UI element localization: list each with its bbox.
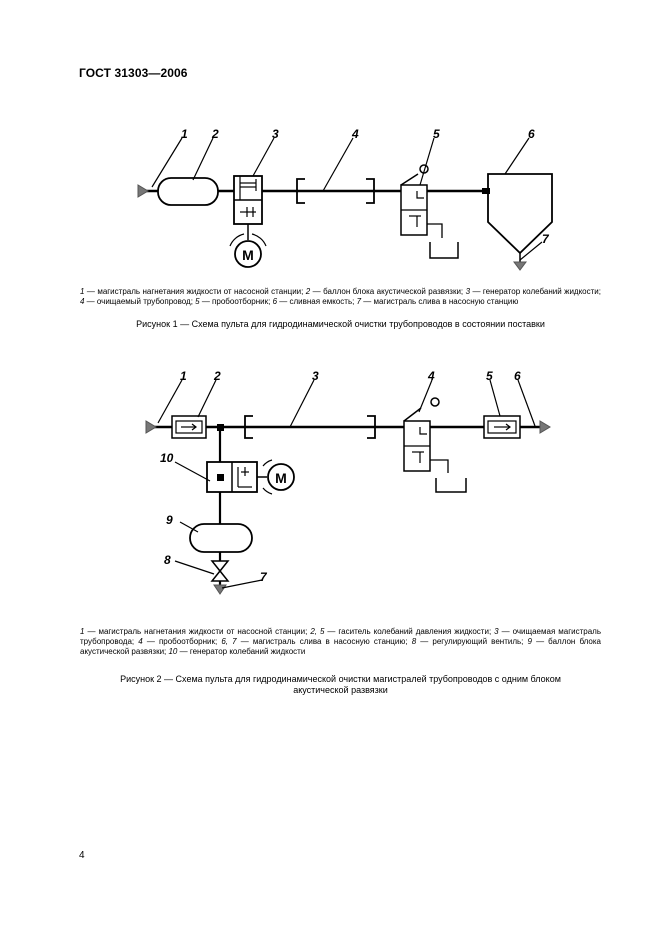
caption-line: акустической развязки bbox=[293, 685, 388, 695]
legend-text: — баллон блока акустической развязки; bbox=[310, 287, 466, 296]
legend-number: 2 bbox=[305, 287, 311, 296]
inlet-arrow-icon bbox=[138, 185, 148, 197]
label-4: 4 bbox=[352, 127, 359, 141]
figure-2-diagram bbox=[0, 360, 661, 610]
legend-number: 8 bbox=[411, 637, 417, 646]
label-3: 3 bbox=[272, 127, 279, 141]
sampler-5 bbox=[401, 165, 428, 235]
legend-text: — магистраль нагнетания жидкости от насосной станции; bbox=[84, 627, 311, 636]
legend-number: 2, 5 bbox=[310, 627, 325, 636]
figure-2-legend bbox=[80, 627, 601, 657]
legend-text: — сливная емкость; bbox=[277, 297, 357, 306]
legend-number: 1 bbox=[80, 627, 85, 636]
legend-text: — гаситель колебаний давления жидкости; bbox=[324, 627, 495, 636]
legend-number: 4 bbox=[138, 637, 143, 646]
legend-number: 1 bbox=[80, 287, 85, 296]
label-6: 6 bbox=[514, 369, 521, 383]
label-2: 2 bbox=[214, 369, 221, 383]
legend-text: — магистраль слива в насосную станцию; bbox=[236, 637, 412, 646]
legend-text: — баллон блока акустической развязки; bbox=[80, 637, 601, 656]
legend-number: 9 bbox=[527, 637, 532, 646]
label-2: 2 bbox=[212, 127, 219, 141]
label-7: 7 bbox=[542, 232, 549, 246]
legend-number: 3 bbox=[465, 287, 471, 296]
legend-text: — пробоотборник; bbox=[199, 297, 273, 306]
motor-label: М bbox=[275, 470, 287, 486]
label-7: 7 bbox=[260, 570, 267, 584]
label-5: 5 bbox=[433, 127, 440, 141]
valve-8 bbox=[212, 561, 228, 581]
damper-5 bbox=[484, 416, 520, 438]
legend-text: — магистраль нагнетания жидкости от насосной станции; bbox=[84, 287, 306, 296]
legend-text: — магистраль слива в насосную станцию bbox=[361, 297, 519, 306]
label-8: 8 bbox=[164, 553, 171, 567]
legend-text: — генератор колебаний жидкости bbox=[177, 647, 306, 656]
label-5: 5 bbox=[486, 369, 493, 383]
figure-1-legend bbox=[80, 287, 601, 307]
legend-text: — генератор колебаний жидкости; bbox=[470, 287, 601, 296]
label-6: 6 bbox=[528, 127, 535, 141]
figure-1-diagram bbox=[0, 112, 661, 272]
legend-text: — пробоотборник; bbox=[142, 637, 222, 646]
label-9: 9 bbox=[166, 513, 173, 527]
damper-2 bbox=[172, 416, 206, 438]
generator-10 bbox=[207, 462, 257, 492]
legend-number: 6 bbox=[272, 297, 278, 306]
drain-container bbox=[430, 242, 458, 258]
drain-container bbox=[436, 478, 466, 492]
label-10: 10 bbox=[160, 451, 174, 465]
document-header: ГОСТ 31303—2006 bbox=[79, 66, 188, 80]
legend-number: 3 bbox=[494, 627, 499, 636]
legend-number: 5 bbox=[195, 297, 200, 306]
label-3: 3 bbox=[312, 369, 319, 383]
figure-1-caption: Рисунок 1 — Схема пульта для гидродинамической очистки трубопроводов в состоянии поставки bbox=[136, 319, 545, 329]
drain-arrow-icon bbox=[214, 585, 226, 594]
legend-number: 7 bbox=[356, 297, 362, 306]
balloon-9 bbox=[190, 524, 252, 552]
legend-number: 10 bbox=[168, 647, 178, 656]
balloon-2 bbox=[158, 178, 218, 205]
label-1: 1 bbox=[180, 369, 187, 383]
legend-text: — очищаемая магистраль трубопровода; bbox=[80, 627, 602, 646]
generator-3 bbox=[234, 176, 262, 224]
outlet-arrow-icon bbox=[514, 262, 526, 270]
motor-label: М bbox=[242, 247, 254, 263]
caption-line: Рисунок 2 — Схема пульта для гидродинамической очистки магистралей трубопроводов с одним блоком bbox=[120, 674, 561, 684]
figure-2-caption bbox=[80, 674, 601, 696]
outlet-arrow-icon bbox=[540, 421, 550, 433]
label-1: 1 bbox=[181, 127, 188, 141]
label-4: 4 bbox=[428, 369, 435, 383]
legend-number: 6, 7 bbox=[221, 637, 237, 646]
page-number: 4 bbox=[79, 850, 85, 861]
legend-number: 4 bbox=[80, 297, 85, 306]
legend-text: — очищаемый трубопровод; bbox=[84, 297, 196, 306]
legend-text: — регулирующий вентиль; bbox=[416, 637, 528, 646]
inlet-arrow-icon bbox=[146, 421, 156, 433]
